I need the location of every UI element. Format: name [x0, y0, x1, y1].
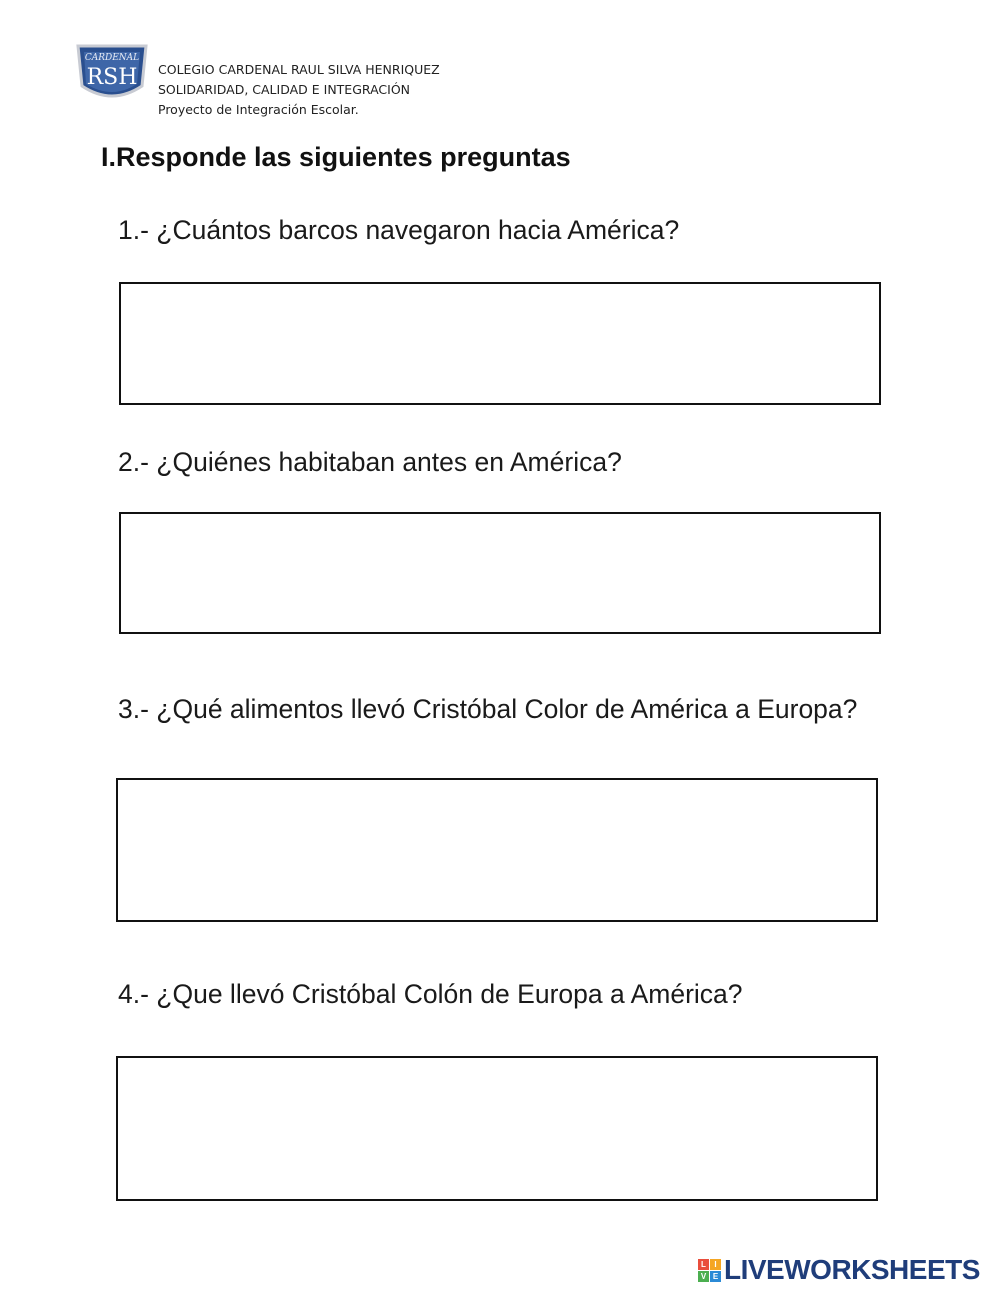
school-name: COLEGIO CARDENAL RAUL SILVA HENRIQUEZ: [158, 62, 440, 77]
answer-box-3[interactable]: [116, 778, 878, 922]
answer-box-4[interactable]: [116, 1056, 878, 1201]
brand-tile-l: L: [698, 1259, 709, 1270]
brand-logo-icon: [698, 1259, 721, 1282]
brand-tile-i: I: [710, 1259, 721, 1270]
question-4: 4.- ¿Que llevó Cristóbal Colón de Europa a América?: [118, 979, 743, 1009]
svg-text:RSH: RSH: [86, 65, 138, 90]
question-2: 2.- ¿Quiénes habitaban antes en América?: [118, 447, 622, 477]
liveworksheets-brand: [698, 1254, 980, 1286]
section-title: I.Responde las siguientes preguntas: [101, 142, 571, 172]
school-header: [158, 60, 440, 120]
school-logo: [74, 42, 150, 106]
brand-tile-v: V: [698, 1271, 709, 1282]
question-3: 3.- ¿Qué alimentos llevó Cristóbal Color de América a Europa?: [118, 694, 858, 724]
school-motto: SOLIDARIDAD, CALIDAD E INTEGRACIÓN: [158, 82, 411, 97]
answer-box-1[interactable]: [119, 282, 881, 405]
question-1: 1.- ¿Cuántos barcos navegaron hacia América?: [118, 215, 680, 245]
project-name: Proyecto de Integración Escolar.: [158, 102, 359, 117]
brand-name: LIVEWORKSHEETS: [724, 1254, 980, 1285]
svg-text:CARDENAL: CARDENAL: [84, 53, 140, 63]
brand-tile-e: E: [710, 1271, 721, 1282]
answer-box-2[interactable]: [119, 512, 881, 634]
